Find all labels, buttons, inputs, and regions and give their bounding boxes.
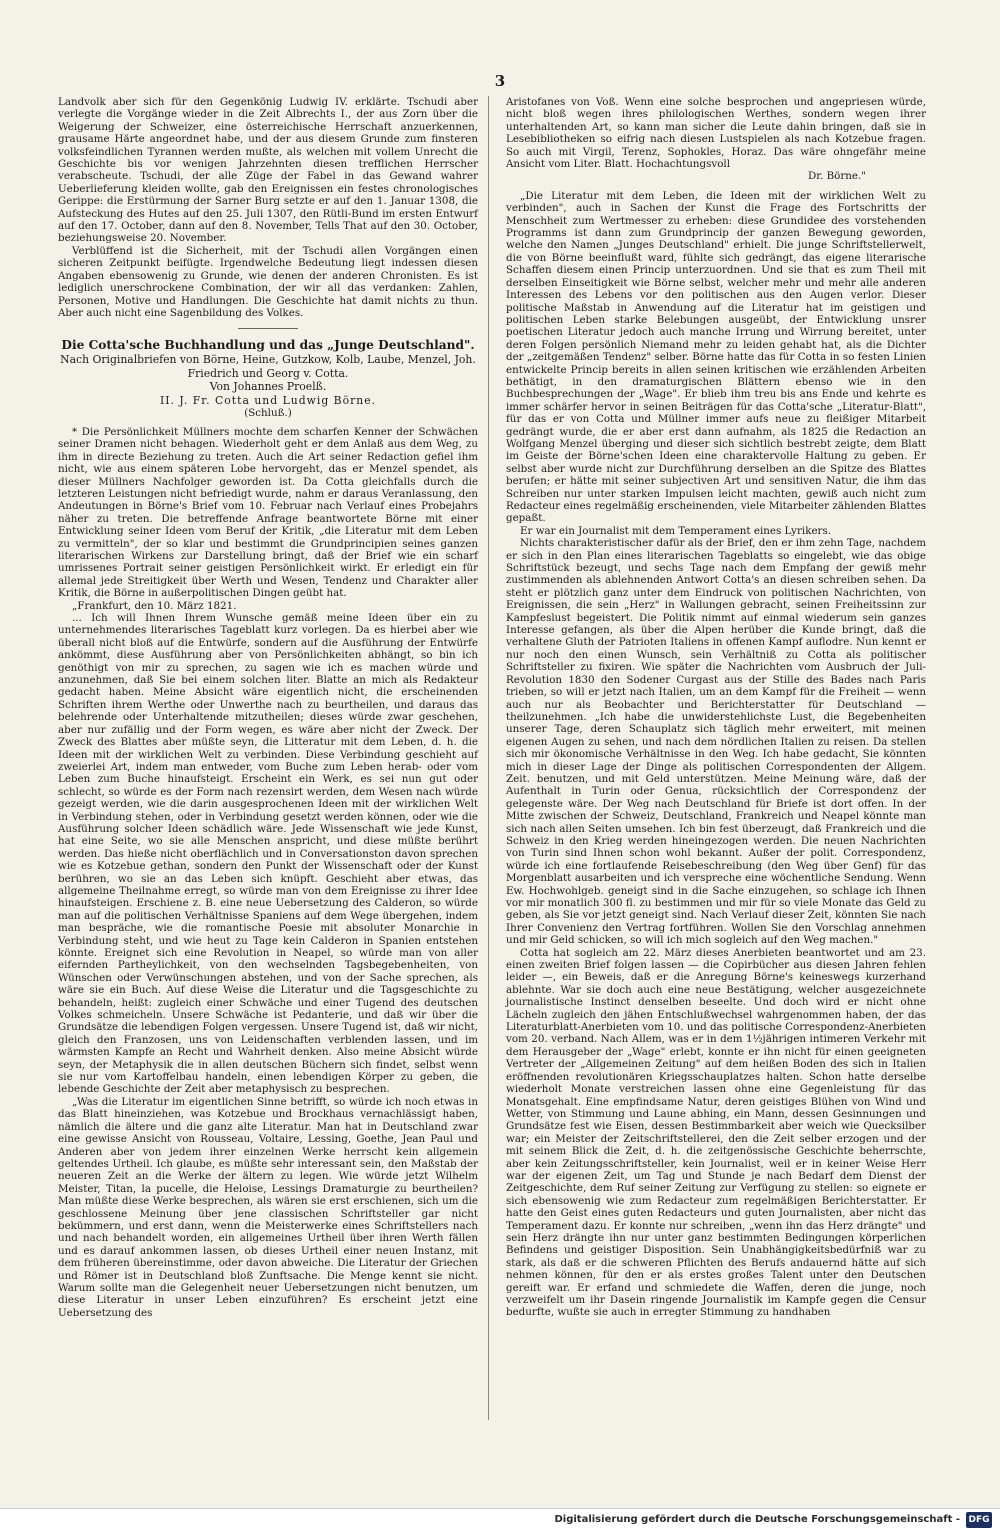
article-part: (Schluß.): [244, 406, 292, 419]
article-title: Die Cotta'sche Buchhandlung und das „Junge Deutschland".: [61, 338, 475, 353]
dfg-logo-icon[interactable]: DFG: [966, 1512, 992, 1528]
footer-bar: [0, 1508, 1000, 1532]
footer-text: Digitalisierung gefördert durch die Deutsche Forschungsgemeinschaft -: [554, 1514, 960, 1525]
intro-paragraph: Landvolk aber sich für den Gegenkönig Ludwig IV. erklärte. Tschudi aber verlegte die Vorgänge wieder in die Zeit Albrechts I., der aus Zorn über die Weigerung der Schweizer, eine österreichische Herrschaft anzuerkennen, grausame Härte angeordnet habe, und der aus diesem Grunde zum finsteren volksfeindlichen Tyrannen werden mußte, als welchen mit vollem Unrecht die Geschichte bis vor wenigen Jahrzehnten diesen trefflichen Herrscher verabscheute. Tschudi, der alle Züge der Fabel in das Gewand wahrer Ueberlieferung kleiden wollte, gab den Ereignissen ein festes chronologisches Gerippe: die Erstürmung der Sarner Burg setzte er auf den 1. Januar 1308, die Aufsteckung des Hutes auf den 25. Juli 1307, den Rütli-Bund im ersten Entwurf auf den 17. October, dann auf den 8. November, Tells That auf den 30. October, beziehungsweise 20. November.: [58, 96, 478, 245]
section-divider: [238, 328, 298, 329]
body-paragraph: „Die Literatur mit dem Leben, die Ideen mit der wirklichen Welt zu verbinden", auch in Sachen der Kunst die Frage des Fortschritts der Menschheit zum Wertmesser zu erheben: diese Grundidee des vorstehenden Programms ist dann zum Grundprincip der ganzen Bewegung geworden, welche den Namen „Junges Deutschland" erhielt. Die junge Schriftstellerwelt, die von Börne beeinflußt ward, fühlte sich gedrängt, das eigene literarische Schaffen diesem einen Princip unterzuordnen. Und sie that es zum Theil mit derselben Einseitigkeit wie Börne selbst, welcher mehr und mehr alle anderen Interessen des Lebens vor den politischen aus den Augen verlor. Dieser politische Maßstab in Anwendung auf die Literatur hat im geistigen und politischen Leben starke Belebungen ausgeübt, der Entwicklung unsrer poetischen Literatur jedoch auch manche Irrung und Wirrung bereitet, unter deren Folgen persönlich Niemand mehr zu leiden gehabt hat, als die Dichter der „zeitgemäßen Tendenz" selber. Börne hatte das für Cotta in so festen Linien entwickelte Princip bereits in allen seinen kritischen wie erzählenden Arbeiten bethätigt, in den dramaturgischen Blättern ebenso wie in den Buchbesprechungen der „Wage". Er blieb ihm treu bis ans Ende und kehrte es immer schärfer hervor in seinen Beiträgen für das Cotta'sche „Literatur-Blatt", für das er von Cotta und Müllner immer aufs neue zu fleißiger Mitarbeit gedrängt wurde, die er aber erst dann aufnahm, als 1825 die Redaction an Wolfgang Menzel überging und dieser sich sichtlich bestrebt zeigte, dem Blatt im Geiste der Börne'schen Ideen eine charaktervolle Haltung zu geben. Er selbst aber wurde nicht zur Durchführung derselben an die Spitze des Blattes berufen; er hätte mit seiner subjectiven Art und sensitiven Natur, die ihm das Schreiben nur unter starken Impulsen leicht machten, gewiß auch nicht zum Redacteur eines regelmäßig erscheinenden, viele Mitarbeiter zählenden Blattes gepaßt.: [506, 189, 926, 525]
body-paragraph: * Die Persönlichkeit Müllners mochte dem scharfen Kenner der Schwächen seiner Dramen nicht behagen. Wiederholt geht er dem Anlaß aus dem Weg, zu ihm in directe Beziehung zu treten. Auch die Art seiner Redaction gefiel ihm nicht, wie aus einem späteren Lobe hervorgeht, das er Menzel spendet, als dieser Müllners Nachfolger geworden ist. Da Cotta gleichfalls durch die letzteren Leistungen nicht befriedigt wurde, nahm er daraus Veranlassung, den Andeutungen in Börne's Brief vom 10. Februar nach Verlauf eines Probejahrs näher zu treten. Die betreffende Anfrage beantwortete Börne mit einer Entwicklung seiner Ideen vom Beruf der Kritik, „die Literatur mit dem Leben zu vermitteln", der so klar und bestimmt die Grundprincipien seines ganzen literarischen Wirkens zur Darstellung bringt, daß der Brief wie ein scharf umrissenes Portrait seiner geistigen Persönlichkeit wirkt. Er erledigt ein für allemal jede Streitigkeit über Werth und Wesen, Tendenz und Charakter aller Kritik, die Börne in außerpolitischen Dingen geübt hat.: [58, 425, 478, 600]
right-column: [506, 96, 926, 1319]
column-divider: [488, 96, 489, 1420]
article-author: Von Johannes Proelß.: [209, 380, 327, 394]
page-number: 3: [494, 72, 506, 90]
intro-paragraph: Verblüffend ist die Sicherheit, mit der Tschudi allen Vorgängen einen sicheren Zeitpunkt beifügte. Irgendwelche Bedeutung liegt indessen diesen Angaben ebensowenig zu Grunde, wie denen der anderen Chronisten. Es ist lediglich unerschrockene Combination, der wir all das verdanken: Zahlen, Personen, Motive und Handlungen. Die Geschichte hat damit nichts zu thun. Aber auch nicht eine Sagenbildung des Volkes.: [58, 244, 478, 319]
body-paragraph: Nichts charakteristischer dafür als der Brief, den er ihm zehn Tage, nachdem er sich in den Plan eines literarischen Tageblatts so eingelebt, wie das obige Schriftstück bezeugt, und sechs Tage nach dem Empfang der gewiß mehr zustimmenden als ablehnenden Antwort Cotta's an diesen schreiben sehen. Da steht er plötzlich ganz unter dem Eindruck von politischen Nachrichten, von Ereignissen, die sein „Herz" in Wallungen gebracht, seinen Freiheitssinn zur Kampfeslust begeistert. Die Politik nimmt auf einmal wiederum sein ganzes Interesse gefangen, als über die Alpen herüber die Kunde bringt, daß die verhaltene Gluth der Patrioten Italiens in offenen Kampf auflodre. Nun kennt er nur noch den einen Wunsch, sein Verhältniß zu Cotta als politischer Schriftsteller zu fixiren. Wie später die Nachrichten vom Ausbruch der Juli-Revolution 1830 den Sodener Curgast aus der Stille des Bades nach Paris trieben, so will er jetzt nach Italien, um an dem Kampf für die Freiheit — wenn auch nur als Beobachter und Berichterstatter für Deutschland — theilzunehmen. „Ich habe die unwiderstehlichste Lust, die Begebenheiten unserer Tage, deren Schauplatz sich täglich mehr erweitert, mit meinen eigenen Augen zu sehen, und nach dem nördlichen Italien zu reisen. Da stellen sich mir ökonomische Verhältnisse in den Weg. Ich habe gedacht, Sie könnten mich in dieser Lage der Dinge als politischen Correspondenten der Allgem. Zeit. benutzen, und mit Geld unterstützen. Meine Meinung wäre, daß der Aufenthalt in Turin oder Genua, rücksichtlich der Correspondenz der gelegenste wäre. Der Weg nach Deutschland für Briefe ist dort offen. In der Mitte zwischen der Schweiz, Deutschland, Frankreich und Neapel könnte man sich nach allen Seiten umsehen. Ich bin fest überzeugt, daß Frankreich und die Schweiz in den Krieg werden hineingezogen werden. Die neuen Nachrichten von Turin sind Ihnen schon wohl bekannt. Außer der polit. Correspondenz, würde ich eine fortlaufende Reisebeschreibung (den Weg über Genf) für das Morgenblatt ausarbeiten und ich verspreche eine wöchentliche Sendung. Wenn Ew. Hochwohlgeb. geneigt sind in die Sache einzugehen, so schlage ich Ihnen vor mir monatlich 300 fl. zu bestimmen und mir für so viele Monate das Geld zu geben, als Sie vor jetzt geneigt sind. Nach Verlauf dieser Zeit, könnten Sie nach Ihrer Convenienz den Vertrag fortführen. Wollen Sie den Vorschlag annehmen und mir Geld schicken, so will ich mich sogleich auf den Weg machen.": [506, 537, 926, 947]
article-section: II. J. Fr. Cotta und Ludwig Börne.: [159, 393, 377, 407]
letter-dateline: „Frankfurt, den 10. März 1821.: [72, 599, 237, 612]
spacer: [506, 183, 926, 190]
letter-paragraph: Aristofanes von Voß. Wenn eine solche besprochen und angepriesen würde, nicht bloß wegen ihres philologischen Werthes, sondern wegen ihrer unterhaltenden Art, so kann man sicher die Leute dahin bringen, daß sie in Lesebibliotheken so eifrig nach diesen Lustspielen als nach Kotzebue fragen. So auch mit Virgil, Terenz, Sophokles, Horaz. Das wäre ohngefähr meine Ansicht vom Liter. Blatt. Hochachtungsvoll: [506, 96, 926, 171]
body-paragraph: Cotta hat sogleich am 22. März dieses Anerbieten beantwortet und am 23. einen zweiten Brief folgen lassen — die Copirbücher aus diesen Jahren fehlen leider —, ein Beweis, daß er die Anregung Börne's keineswegs kurzerhand ablehnte. War sie doch auch eine neue Bestätigung, welcher ausgezeichnete journalistische Instinct denselben beseelte. Und doch wird er nicht ohne Lächeln zugleich den jähen Entschlußwechsel wahrgenommen haben, der das Literaturblatt-Anerbieten vom 10. und das politische Correspondenz-Anerbieten vom 20. verband. Nach Allem, was er in dem 1½jährigen intimeren Verkehr mit dem Herausgeber der „Wage" erlebt, konnte er ihn nicht für einen geeigneten Vertreter der „Allgemeinen Zeitung" auf dem heißen Boden des sich in Italien eröffnenden revolutionären Kriegsschauplatzes halten. Schon hatte derselbe wiederholt Monate verstreichen lassen ohne eine Gegenleistung für das Monatsgehalt. Eine empfindsame Natur, deren geistiges Blühen von Wind und Wetter, von Stimmung und Laune abhing, ein Mann, dessen Gesinnungen und Grundsätze fest wie Eisen, dessen Bestimmbarkeit aber weich wie Quecksilber war; ein Meister der Zeitschriftstellerei, den die Zeit selber erzogen und der mit seinem Blick die Zeit, d. h. die zeitgenössische Geschichte beherrschte, aber kein Zeitungsschriftsteller, kein Journalist, weil er in keiner Weise Herr war der eigenen Zeit, um Tag und Stunde je nach Bedarf dem Dienst der Zeitgeschichte, dem Ruf seiner Zeitung zur Verfügung zu stellen: so eignete er sich ebensowenig wie zum Redacteur zum regelmäßigen Berichterstatter. Er hatte den Geist eines guten Redacteurs und guten Journalisten, aber nicht das Temperament dazu. Er konnte nur schreiben, „wenn ihn das Herz drängte" und sein Herz drängte ihn nur unter ganz bestimmten Bedingungen körperlichen Befindens und geistiger Disposition. Sein Unabhängigkeitsbedürfniß war zu stark, als daß er die schweren Pflichten des Berufs andauernd hätte auf sich nehmen können, für den er als erstes großes Talent unter den Deutschen gereift war. Er erfand und schmiedete die Waffen, deren die junge, noch verzweifelt um ihr Dasein ringende Journalistik im Kampfe gegen die Censur bedurfte, wußte sie auch in erregter Stimmung zu handhaben: [506, 946, 926, 1319]
body-paragraph: Er war ein Journalist mit dem Temperament eines Lyrikers.: [520, 524, 832, 537]
letter-paragraph: ... Ich will Ihnen Ihrem Wunsche gemäß meine Ideen über ein zu unternehmendes literarisches Tageblatt kurz vorlegen. Da es hierbei aber wie überall nicht bloß auf die Entwürfe, sondern auf die Ausführung der Entwürfe ankömmt, diese Ausführung aber von Persönlichkeiten abhängt, so bin ich genöthigt von mir zu sprechen, zu sagen wie ich es machen würde und anzunehmen, daß Sie bei einem solchen liter. Blatte an mich als Redakteur gedacht haben. Meine Absicht wäre eigentlich nicht, die erscheinenden Schriften ihrem Werthe oder Unwerthe nach zu beurtheilen, und daraus das belehrende oder Unterhaltende mitzutheilen; dieses würde zwar geschehen, aber nur zufällig und der Form wegen, es wäre aber nicht der Zweck. Der Zweck des Blattes aber müßte seyn, die Litteratur mit dem Leben, d. h. die Ideen mit der wirklichen Welt zu verbinden. Diese Verbindung geschieht auf zweierlei Art, indem man entweder, vom Buche zum Leben herab- oder vom Leben zum Buche hinaufsteigt. Erscheint ein Werk, es sei nun gut oder schlecht, so würde es der Form nach rezensirt werden, dem Wesen nach würde gezeigt werden, wie die darin ausgesprochenen Ideen mit der wirklichen Welt in Verbindung stehen, oder in Verbindung gesetzt werden können, oder wie die Ausführung solcher Ideen schädlich wäre. Jede Wissenschaft wie jede Kunst, hat eine Seite, wo sie alle Menschen anspricht, und diese müßte berührt werden. Das hieße nicht oberflächlich und in Conversationston davon sprechen wie es Kotzebue gethan, sondern den Punkt der Wissenschaft oder der Kunst berühren, wo sie an das Leben sich knüpft. Geschieht aber etwas, das allgemeine Theilnahme erregt, so würde man von dem Ereignisse zu ihrer Idee hinaufsteigen. Erschiene z. B. eine neue Uebersetzung des Calderon, so würde man auf die politischen Verhältnisse Spaniens auf dem Wege übergehen, indem man bespräche, wie die romantische Poesie mit absoluter Monarchie in Verbindung steht, und wie heut zu Tage kein Calderon in Spanien entstehen könnte. Ereignet sich eine Revolution in Neapel, so würde man von aller eifernden Partheylichkeit, von den wechselnden Tagsbegebenheiten, von Wünschen oder Verwünschungen abstehen, und von der Sache sprechen, als wäre sie ein Buch. Auf diese Weise die Literatur und die Tagsgeschichte zu behandeln, heißt: zugleich einer Schwäche und einer Tugend des deutschen Volkes schmeicheln. Unsere Schwäche ist Pedanterie, und daß wir über die Grundsätze die lebendigen Folgen vergessen. Unsere Tugend ist, daß wir nicht, gleich den Franzosen, uns von Leidenschaften verblenden lassen, und im wärmsten Kampfe an Recht und Wahrheit denken. Also meine Absicht würde seyn, der Metaphysik die in allen deutschen Büchern sich findet, selbst wenn sie nur vom Kartoffelbau handeln, einen lebendigen Körper zu geben, die lebende Geschichte der Zeit aber metaphysisch zu besprechen.: [58, 612, 478, 1096]
article-subtitle: Nach Originalbriefen von Börne, Heine, Gutzkow, Kolb, Laube, Menzel, Joh. Friedrich und Georg v. Cotta.: [60, 353, 476, 380]
article-header: [58, 338, 478, 420]
letter-paragraph: „Was die Literatur im eigentlichen Sinne betrifft, so würde ich noch etwas in das Blatt hineinziehen, was Kotzebue und Brockhaus vernachlässigt haben, nämlich die ältere und die ganz alte Literatur. Man hat in Deutschland zwar eine gewisse Ansicht von Rousseau, Voltaire, Lessing, Goethe, Jean Paul und Anderen aber von jedem ihrer einzelnen Werke herrscht kein allgemein geltendes Urtheil. Ich glaube, es müßte sehr interessant sein, den Maßstab der neueren Zeit an die Werke der ältern zu legen. Wie würde jetzt Wilhelm Meister, Titan, la pucelle, die Heloise, Lessings Dramaturgie zu beurtheilen? Man müßte diese Werke besprechen, als wären sie erst erschienen, sich um die geschlossene Meinung über jene classischen Schriftsteller gar nicht bekümmern, und erst dann, wenn die Meisterwerke eines Schriftstellers nach und nach behandelt worden, ein allgemeines Urtheil über ihren Werth fällen und es darauf ankommen lassen, ob dieses Urtheil einer neuen Instanz, mit dem früheren übereinstimme, oder davon abweiche. Die Literatur der Griechen und Römer ist in Deutschland bloß Zunftsache. Die Menge kennt sie nicht. Warum sollte man die Gelegenheit neuer Uebersetzungen nicht benutzen, um diese Literatur in unser Leben einzuführen? Es erscheint jetzt eine Uebersetzung des: [58, 1095, 478, 1319]
left-column: [58, 96, 478, 1319]
letter-signature: Dr. Börne.": [807, 170, 866, 183]
